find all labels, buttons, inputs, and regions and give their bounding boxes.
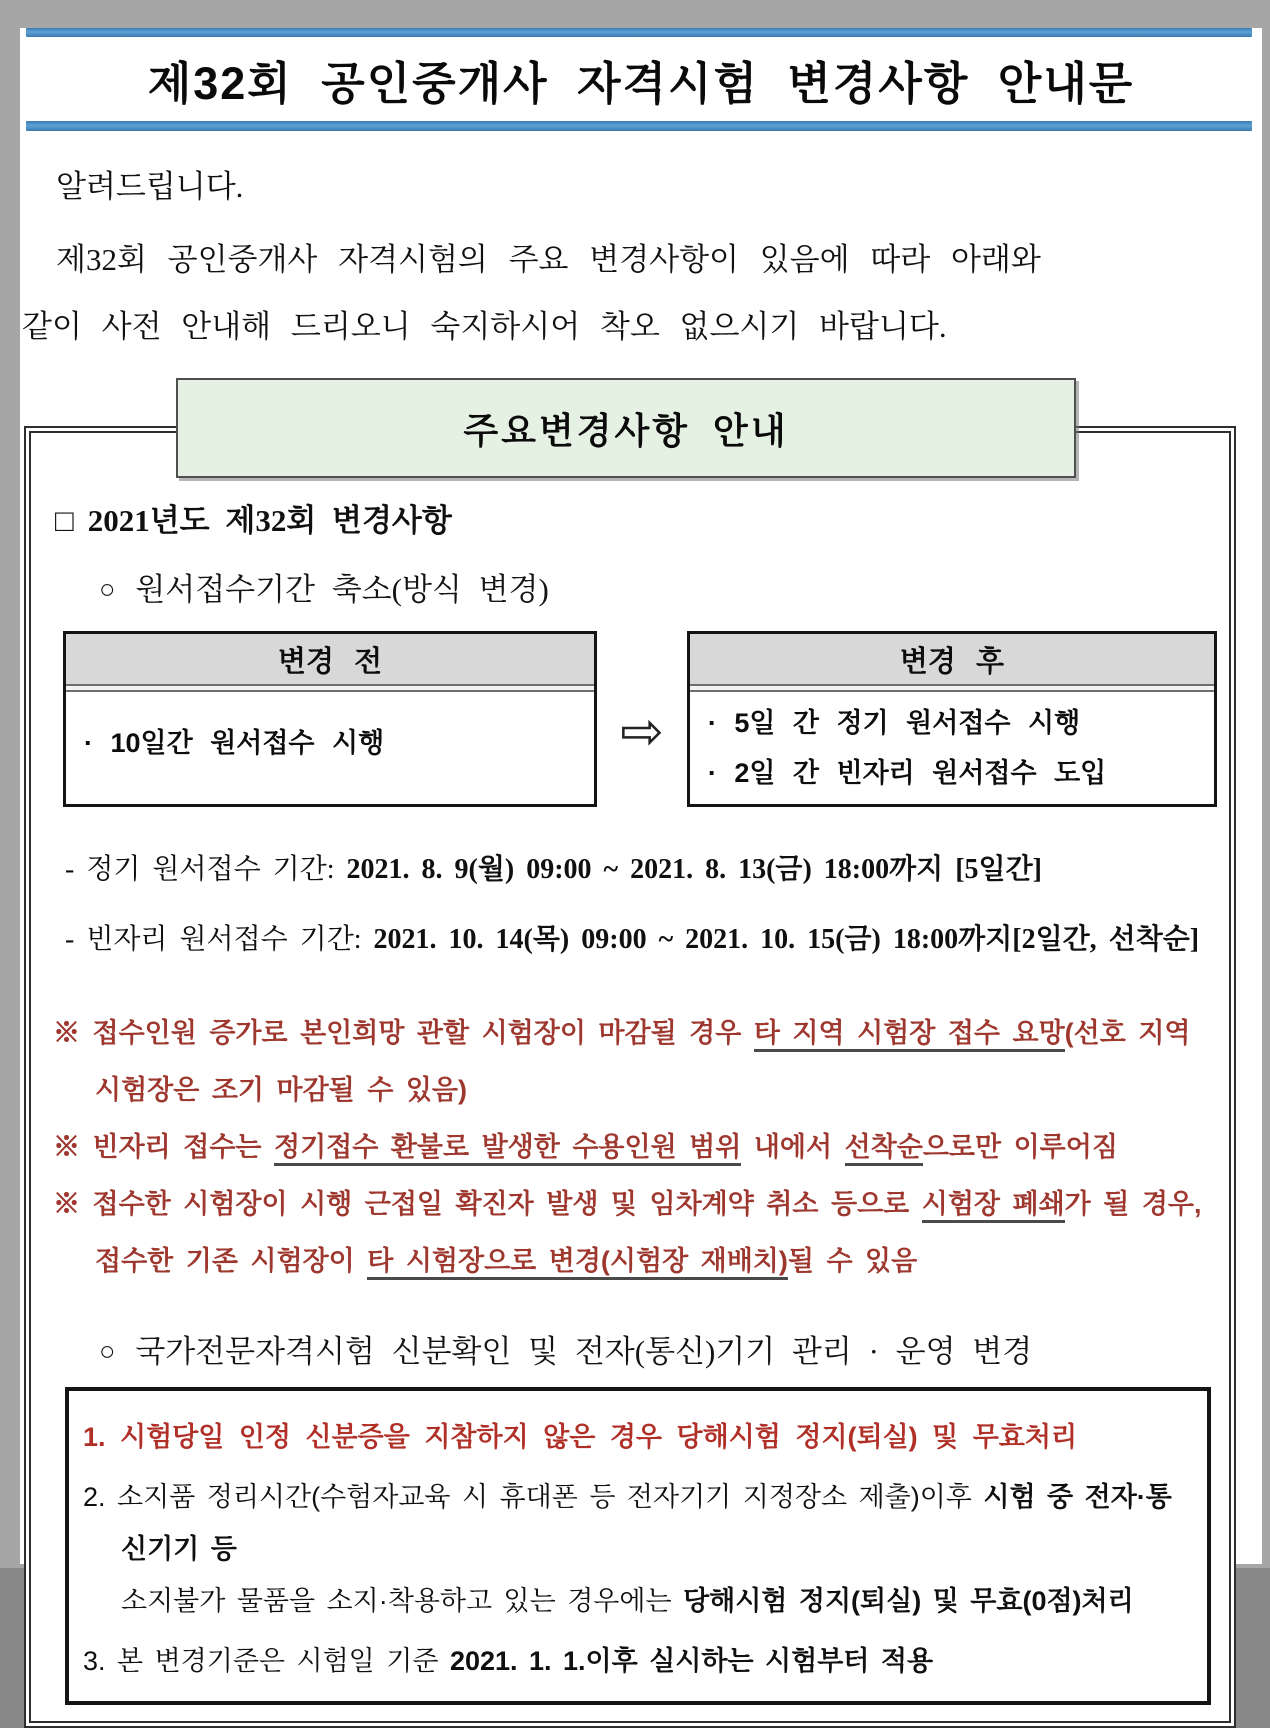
intro-line: 같이 사전 안내해 드리오니 숙지하시어 착오 없으시기 바랍니다. [22, 309, 947, 344]
circle-bullet-icon: ○ [99, 1336, 116, 1366]
document-sheet [20, 28, 1262, 1676]
before-table-header: 변경 전 [66, 634, 594, 686]
title-bottom-rule [26, 121, 1252, 131]
text-segment: ※ [53, 1018, 93, 1048]
rule-item [83, 1411, 1193, 1463]
notes-section [43, 1005, 1217, 1290]
text-segment: - 정기 원서접수 기간: [65, 854, 347, 885]
section-heading [55, 495, 1217, 540]
table-cell: · 10일간 원서접수 시행 [84, 728, 385, 758]
text-segment: 2. 소지품 정리시간(수험자교육 시 휴대폰 등 전자기기 지정장소 제출)이후 [83, 1482, 984, 1512]
title-top-rule [26, 28, 1252, 37]
text-segment: (선호 지역 [1064, 1018, 1191, 1048]
text-segment: 시험장은 조기 마감될 수 있음) [95, 1075, 467, 1105]
text-segment: 빈자리 접수는 [92, 1132, 275, 1162]
rule-item [83, 1471, 1193, 1627]
main-content-box [24, 426, 1236, 1728]
text-segment: ※ [53, 1132, 93, 1162]
vacancy-period-line [65, 917, 1217, 957]
text-segment: 접수인원 증가로 본인희망 관할 시험장이 마감될 경우 [92, 1018, 754, 1048]
after-table [687, 631, 1217, 807]
text-segment: - 빈자리 원서접수 기간: [65, 924, 374, 955]
before-table [63, 631, 597, 807]
after-table-body [690, 692, 1214, 804]
subsection-heading-2 [99, 1326, 1217, 1371]
text-segment: 가 될 경우, [1064, 1189, 1202, 1219]
note-item [53, 1119, 1211, 1176]
before-table-body [66, 692, 594, 794]
text-segment: 내에서 [741, 1132, 845, 1162]
circle-bullet-icon: ○ [99, 574, 116, 604]
after-table-header: 변경 후 [690, 634, 1214, 686]
rule-item [83, 1635, 1193, 1687]
note-item [53, 1176, 1211, 1290]
text-segment: 선착순 [845, 1132, 923, 1166]
text-segment: 될 수 있음 [787, 1246, 918, 1276]
section-banner [176, 378, 1076, 478]
subsection-heading-1 [99, 564, 1217, 609]
subsection-heading-2-text: 국가전문자격시험 신분확인 및 전자(통신)기기 관리 · 운영 변경 [135, 1334, 1033, 1369]
table-cell: · 2일 간 빈자리 원서접수 도입 [707, 758, 1107, 788]
text-segment: 타 지역 시험장 접수 요망 [754, 1018, 1065, 1052]
text-segment: 정기접수 환불로 발생한 수용인원 범위 [274, 1132, 741, 1166]
table-cell: · 5일 간 정기 원서접수 시행 [707, 708, 1081, 738]
text-segment: ※ [53, 1189, 93, 1219]
text-segment: 2021. 8. 9(월) 09:00 ~ 2021. 8. 13(금) 18:00까지 [5일간] [346, 854, 1042, 885]
text-segment: 2021. 1. 1.이후 실시하는 시험부터 적용 [449, 1646, 934, 1676]
right-arrow-icon: ⇨ [620, 703, 664, 761]
regular-period-line [65, 847, 1217, 887]
intro-line: 제32회 공인중개사 자격시험의 주요 변경사항이 있음에 따라 아래와 [56, 242, 1041, 277]
text-segment: 접수한 시험장이 시행 근접일 확진자 발생 및 임차계약 취소 등으로 [92, 1189, 922, 1219]
text-segment: 3. 본 변경기준은 시험일 기준 [83, 1646, 450, 1676]
rules-box [65, 1387, 1211, 1705]
text-segment: 으로만 이루어짐 [922, 1132, 1118, 1162]
text-segment: 타 시험장으로 변경(시험장 재배치) [367, 1246, 788, 1280]
intro-line: 알려드립니다. [56, 169, 244, 204]
text-segment: 접수한 기존 시험장이 [95, 1246, 368, 1276]
square-bullet-icon: □ [55, 503, 74, 538]
comparison-row [63, 631, 1217, 807]
subsection-heading-1-text: 원서접수기간 축소(방식 변경) [135, 572, 549, 607]
text-segment: 소지불가 물품을 소지·착용하고 있는 경우에는 [121, 1586, 684, 1616]
note-item [53, 1005, 1211, 1119]
text-segment: 시험 중 전자·통신기기 등 [121, 1482, 1172, 1564]
text-segment: 시험장 폐쇄 [922, 1189, 1065, 1223]
text-segment: 1. 시험당일 인정 신분증을 지참하지 않은 경우 당해시험 정지(퇴실) 및 무효처리 [83, 1422, 1078, 1452]
intro-paragraph [20, 161, 1262, 346]
text-segment: 당해시험 정지(퇴실) 및 무효(0점)처리 [683, 1586, 1134, 1616]
page-title: 제32회 공인중개사 자격시험 변경사항 안내문 [147, 58, 1135, 109]
section-heading-text: 2021년도 제32회 변경사항 [87, 503, 452, 538]
section-banner-label: 주요변경사항 안내 [463, 409, 789, 451]
text-segment: 2021. 10. 14(목) 09:00 ~ 2021. 10. 15(금) 18:00까지[2일간, 선착순] [373, 924, 1200, 955]
